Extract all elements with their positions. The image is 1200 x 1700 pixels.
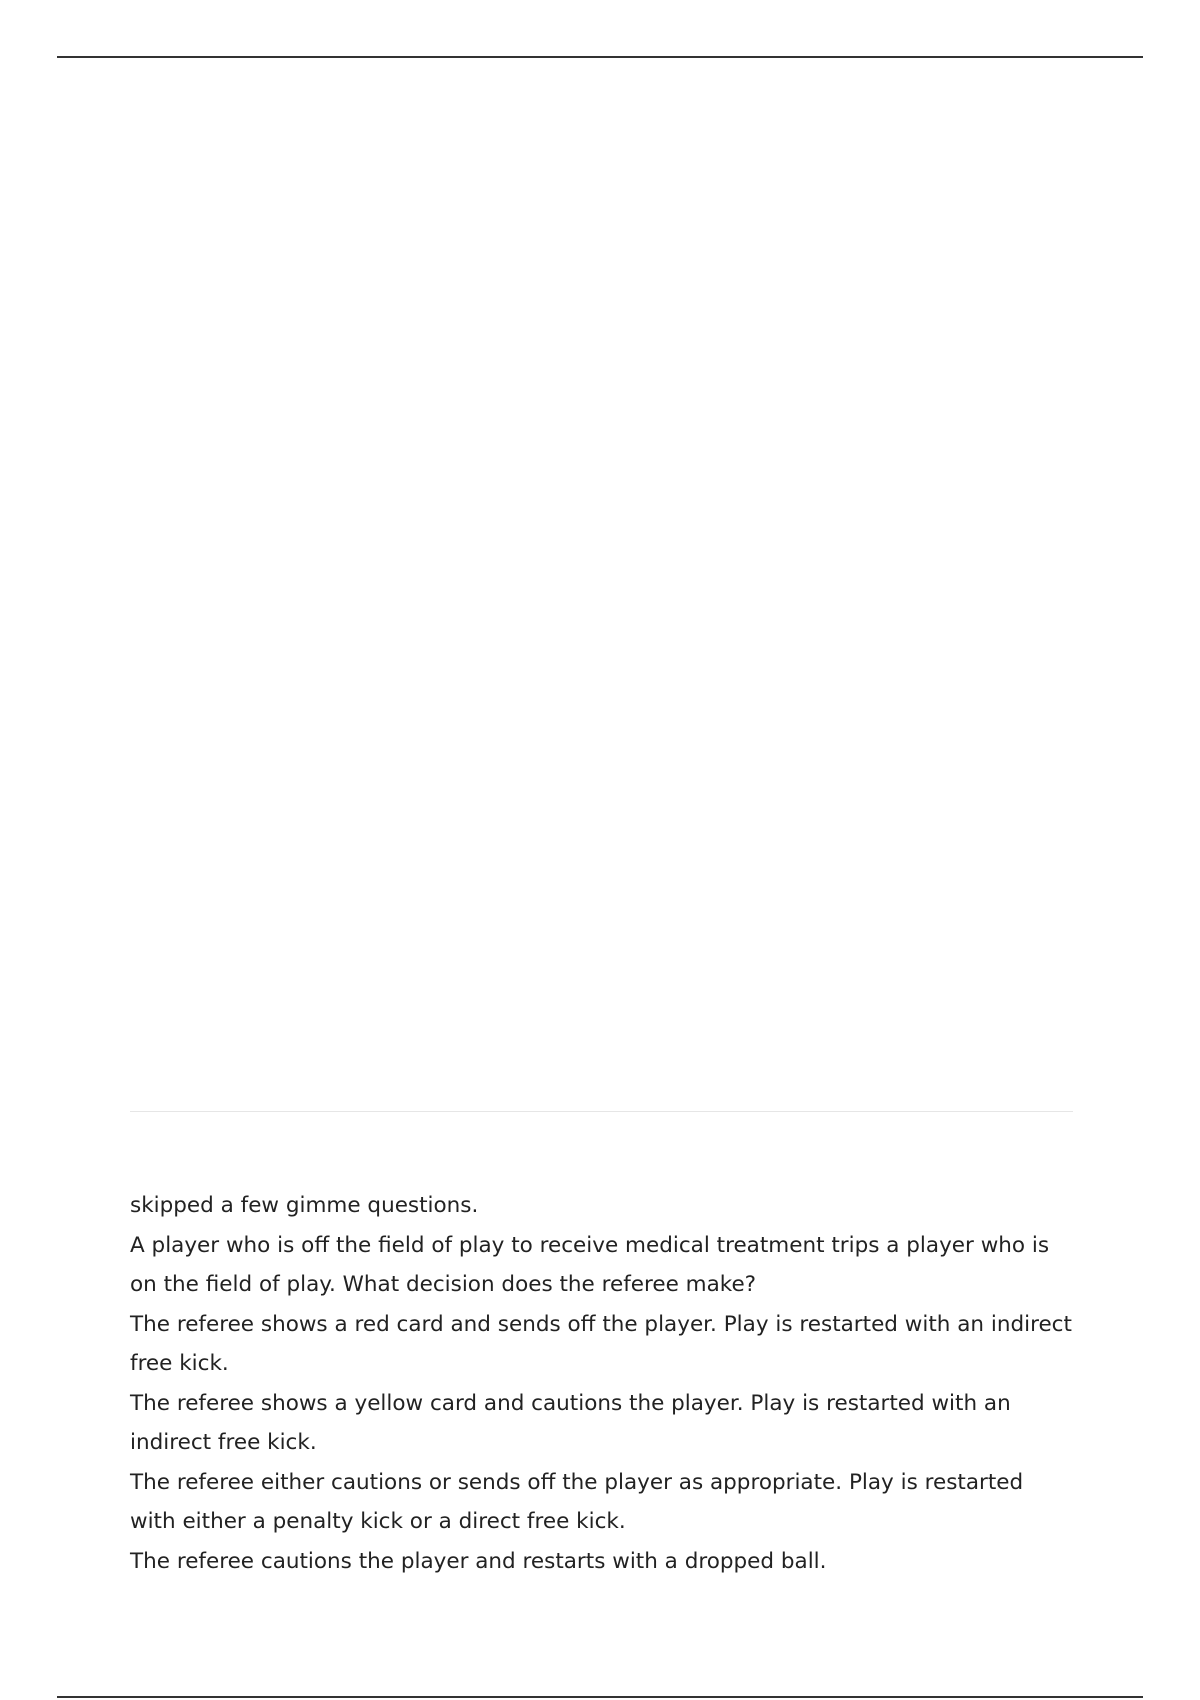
- page-top-rule: [57, 56, 1143, 58]
- answer-option: The referee shows a red card and sends off the player. Play is restarted with an indirect free kick.: [130, 1311, 1072, 1376]
- answer-option: The referee shows a yellow card and cautions the player. Play is restarted with an indirect free kick.: [130, 1390, 1011, 1455]
- continuation-text: skipped a few gimme questions.: [130, 1193, 479, 1218]
- answer-option: The referee cautions the player and restarts with a dropped ball.: [130, 1548, 827, 1574]
- answer-option: The referee either cautions or sends off the player as appropriate. Play is restarted with either a penalty kick or a direct free kick.: [130, 1469, 1024, 1534]
- question-text: A player who is off the field of play to receive medical treatment trips a player who is on the field of play. What decision does the referee make?: [130, 1232, 1050, 1297]
- section-divider: [130, 1111, 1073, 1112]
- page-bottom-rule: [57, 1696, 1143, 1698]
- document-body: [130, 1186, 1075, 1581]
